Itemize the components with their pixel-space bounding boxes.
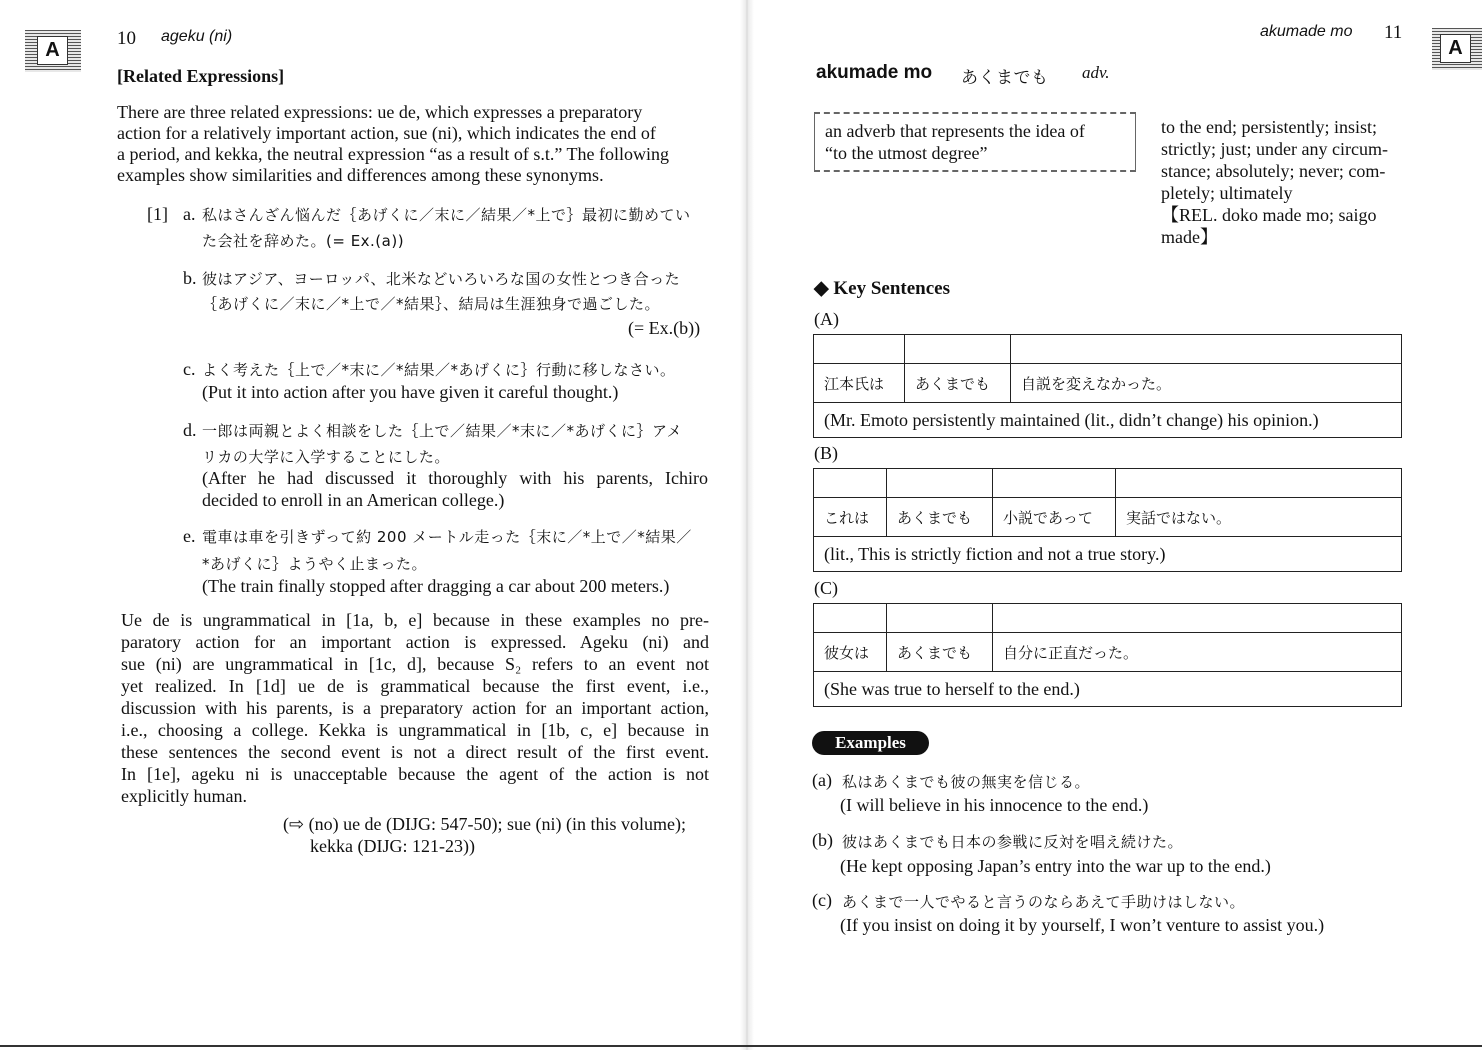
example-jp: 彼はあくまでも日本の参戦に反対を唱え続けた。	[842, 833, 1184, 851]
definition-box	[814, 112, 1136, 172]
key-sentence-label: (C)	[814, 578, 838, 598]
entry-romaji: akumade mo	[816, 62, 933, 83]
example-en: (If you insist on doing it by yourself, I won’t venture to assist you.)	[840, 915, 1325, 935]
example-jp: *あげくに｝ようやく止まった。	[202, 555, 428, 573]
example-en: decided to enroll in an American college.)	[202, 490, 505, 510]
cross-reference: kekka (DIJG: 121-23))	[310, 836, 475, 856]
example-label: b.	[183, 268, 197, 288]
definition-line: an adverb that represents the idea of	[825, 121, 1085, 141]
meaning-line: stance; absolutely; never; com-	[1161, 161, 1386, 181]
ks-cell: 小説であって	[993, 498, 1116, 537]
example-label: (c)	[812, 890, 832, 910]
meaning-line: 【REL. doko made mo; saigo	[1161, 205, 1377, 225]
intro-line: action for a relatively important action, sue (ni), which indicates the end of	[117, 123, 656, 143]
example-en: (Put it into action after you have given it careful thought.)	[202, 382, 619, 402]
ks-cell: あくまでも	[905, 364, 1011, 403]
ks-translation: (lit., This is strictly fiction and not a true story.)	[814, 537, 1402, 572]
ks-cell: あくまでも	[887, 633, 993, 672]
example-label: e.	[183, 526, 196, 546]
explanation-line: yet realized. In [1d] ue de is grammatical because the first event, i.e.,	[121, 676, 709, 696]
example-jp: ｛あげくに／末に／*上で／*結果｝、結局は生涯独身で過ごした。	[202, 295, 661, 313]
page-number-left: 10	[117, 28, 136, 49]
meaning-line: strictly; just; under any circum-	[1161, 139, 1388, 159]
example-jp: た会社を辞めた。(= Ex.(a))	[202, 232, 405, 250]
ks-translation: (She was true to herself to the end.)	[814, 672, 1402, 707]
example-ref: (= Ex.(b))	[628, 318, 701, 338]
example-jp: 私はあくまでも彼の無実を信じる。	[842, 773, 1091, 791]
key-sentences-heading: ◆ Key Sentences	[814, 278, 950, 299]
example-label: (a)	[812, 770, 832, 790]
example-label: c.	[183, 359, 196, 379]
key-sentence-table-c	[813, 603, 1402, 707]
key-sentence-label: (B)	[814, 443, 838, 463]
ks-cell: 彼女は	[814, 633, 887, 672]
example-jp: よく考えた｛上で／*末に／*結果／*あげくに｝行動に移しなさい。	[202, 361, 676, 379]
key-sentence-table-a	[813, 334, 1402, 438]
example-label: d.	[183, 420, 197, 440]
example-jp: 一郎は両親とよく相談をした｛上で／結果／*末に／*あげくに｝アメ	[202, 422, 683, 440]
explanation-line: explicitly human.	[121, 786, 247, 806]
intro-line: There are three related expressions: ue de, which expresses a preparatory	[117, 102, 643, 122]
ks-cell: これは	[814, 498, 887, 537]
explanation-line: i.e., choosing a college. Kekka is ungrammatical in [1b, c, e] because in	[121, 720, 709, 740]
intro-line: examples show similarities and differences among these synonyms.	[117, 165, 604, 185]
book-gutter	[740, 0, 754, 1050]
explanation-line: discussion with his parents, is a preparatory action for an important action,	[121, 698, 709, 718]
example-jp: リカの大学に入学することにした。	[202, 448, 450, 466]
explanation-line: Ue de is ungrammatical in [1a, b, e] because in these examples no pre-	[121, 610, 709, 630]
example-en: (I will believe in his innocence to the end.)	[840, 795, 1149, 815]
key-sentence-table-b	[813, 468, 1402, 572]
intro-paragraph	[117, 102, 705, 186]
cross-reference: (⇨ (no) ue de (DIJG: 547-50); sue (ni) (in this volume);	[283, 814, 686, 834]
example-en: (He kept opposing Japan’s entry into the war up to the end.)	[840, 856, 1271, 876]
example-jp: 電車は車を引きずって約 200 メートル走った｛末に／*上で／*結果／	[202, 528, 692, 546]
entry-kana: あくまでも	[961, 68, 1049, 88]
meaning-line: to the end; persistently; insist;	[1161, 117, 1377, 137]
meanings-list	[1161, 116, 1401, 248]
definition-line: “to the utmost degree”	[825, 143, 988, 163]
example-jp: あくまで一人でやると言うのならあえて手助けはしない。	[842, 893, 1246, 911]
running-head-right: akumade mo	[1260, 23, 1353, 40]
ks-translation: (Mr. Emoto persistently maintained (lit., didn’t change) his opinion.)	[814, 403, 1402, 438]
ks-cell: 実話ではない。	[1116, 498, 1402, 537]
examples-pill-label: Examples	[812, 731, 929, 755]
example-group-number: [1]	[147, 204, 168, 224]
ks-cell: あくまでも	[887, 498, 993, 537]
meaning-line: pletely; ultimately	[1161, 183, 1293, 203]
thumb-tab-left	[25, 30, 81, 72]
running-head-left: ageku (ni)	[161, 28, 233, 45]
thumb-tab-letter: A	[45, 39, 60, 61]
explanation-line: sue (ni) are ungrammatical in [1c, d], because S₂ refers to an event not	[121, 654, 709, 674]
ks-cell: 江本氏は	[814, 364, 905, 403]
explanation-line: paratory action for an important action is expressed. Ageku (ni) and	[121, 632, 709, 652]
example-label: a.	[183, 204, 196, 224]
explanation-paragraph	[121, 609, 709, 807]
thumb-tab-letter: A	[1448, 37, 1463, 59]
page-number-right: 11	[1384, 22, 1403, 43]
intro-line: a period, and kekka, the neutral expression “as a result of s.t.” The following	[117, 144, 669, 164]
thumb-tab-right	[1432, 28, 1482, 70]
bottom-edge-line	[0, 1045, 1482, 1047]
example-label: (b)	[812, 830, 833, 850]
key-sentence-label: (A)	[814, 309, 839, 329]
meaning-line: made】	[1161, 227, 1218, 247]
explanation-line: these sentences the second event is not a direct result of the first event.	[121, 742, 709, 762]
explanation-line: In [1e], ageku ni is unacceptable because the agent of the action is not	[121, 764, 709, 784]
ks-cell: 自分に正直だった。	[993, 633, 1402, 672]
example-jp: 私はさんざん悩んだ｛あげくに／末に／結果／*上で｝最初に勤めてい	[202, 206, 691, 224]
example-en: (The train finally stopped after dragging a car about 200 meters.)	[202, 576, 670, 596]
ks-cell: 自説を変えなかった。	[1011, 364, 1402, 403]
entry-part-of-speech: adv.	[1082, 63, 1110, 82]
example-en: (After he had discussed it thoroughly with his parents, Ichiro	[202, 468, 708, 488]
example-jp: 彼はアジア、ヨーロッパ、北米などいろいろな国の女性とつき合った	[202, 270, 681, 288]
section-heading: [Related Expressions]	[117, 66, 285, 86]
